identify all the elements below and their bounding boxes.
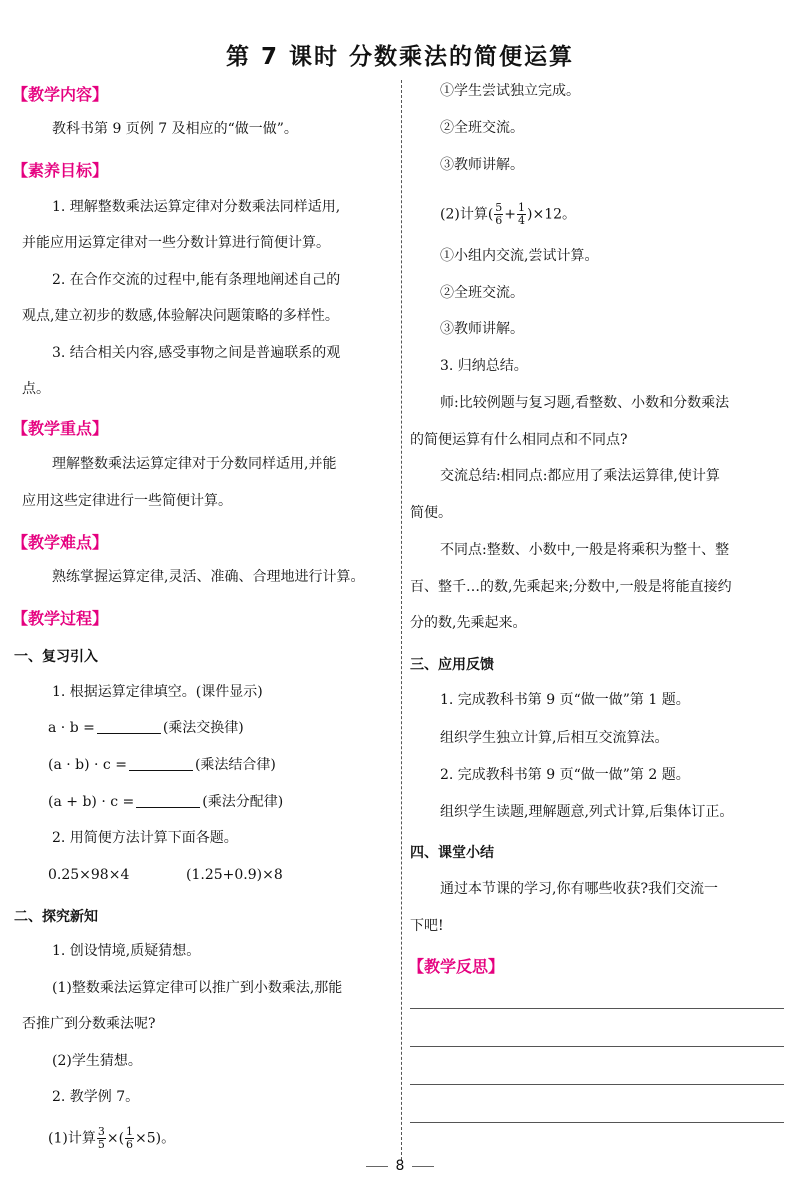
step-line: ②全班交流。 [440, 120, 524, 136]
calc-item: (1.25+0.9)×8 [186, 867, 283, 883]
formula-distributive [48, 793, 283, 811]
fraction [125, 1126, 134, 1151]
writing-line[interactable] [410, 1122, 784, 1123]
heading-summary: 四、课堂小结 [410, 845, 494, 861]
example-text: ×5)。 [135, 1130, 176, 1147]
fraction [494, 202, 503, 227]
heading-explore: 二、探究新知 [14, 909, 98, 925]
section-goals: 【素养目标】 [12, 161, 109, 180]
fraction [97, 1126, 106, 1151]
formula-commutative [48, 719, 244, 737]
denominator: 6 [495, 214, 503, 227]
summary-line: 的简便运算有什么相同点和不同点? [410, 432, 628, 448]
heading-practice: 三、应用反馈 [410, 657, 494, 673]
goals-line: 并能应用运算定律对一些分数计算进行简便计算。 [22, 235, 330, 251]
section-process: 【教学过程】 [12, 609, 109, 628]
step-line: ③教师讲解。 [440, 321, 524, 337]
key-line: 理解整数乘法运算定律对于分数同样适用,并能 [52, 456, 337, 472]
answer-blank[interactable] [129, 756, 193, 771]
numerator: 5 [495, 201, 503, 214]
goals-line: 观点,建立初步的数感,体验解决问题策略的多样性。 [22, 308, 339, 324]
writing-line[interactable] [410, 1008, 784, 1009]
formula-text: (a · b) · c = [48, 757, 127, 773]
content-text: 教科书第 9 页例 7 及相应的“做一做”。 [52, 121, 298, 137]
answer-blank[interactable] [136, 793, 200, 808]
review-instruction: 1. 根据运算定律填空。(课件显示) [52, 684, 263, 700]
page-number [0, 1158, 800, 1174]
explore-line: 否推广到分数乘法呢? [22, 1016, 156, 1032]
summary-text: 下吧! [410, 918, 444, 934]
summary-line: 分的数,先乘起来。 [410, 615, 527, 631]
section-difficult-points: 【教学难点】 [12, 533, 109, 552]
goals-line: 3. 结合相关内容,感受事物之间是普遍联系的观 [52, 345, 341, 361]
dash-decoration [412, 1166, 434, 1167]
summary-line: 不同点:整数、小数中,一般是将乘积为整十、整 [440, 542, 730, 558]
example-1 [48, 1126, 175, 1151]
formula-text: a · b = [48, 720, 95, 736]
section-key-points: 【教学重点】 [12, 419, 109, 438]
section-teaching-content: 【教学内容】 [12, 85, 109, 104]
formula-associative [48, 756, 276, 774]
practice-line: 2. 完成教科书第 9 页“做一做”第 2 题。 [440, 767, 690, 783]
review-instruction: 2. 用简便方法计算下面各题。 [52, 830, 238, 846]
formula-text: (a + b) · c = [48, 794, 135, 810]
formula-law: (乘法结合律) [194, 757, 276, 773]
goals-line: 1. 理解整数乘法运算定律对分数乘法同样适用, [52, 199, 341, 215]
formula-law: (乘法交换律) [162, 720, 244, 736]
summary-text: 通过本节课的学习,你有哪些收获?我们交流一 [440, 881, 718, 897]
step-line: ①小组内交流,尝试计算。 [440, 248, 599, 264]
example-text: )×12。 [527, 206, 577, 223]
explore-line: (2)学生猜想。 [52, 1053, 142, 1069]
key-line: 应用这些定律进行一些简便计算。 [22, 493, 232, 509]
numerator: 1 [518, 201, 526, 214]
summary-line: 简便。 [410, 505, 452, 521]
dash-decoration [366, 1166, 388, 1167]
numerator: 3 [97, 1125, 105, 1138]
step-line: ③教师讲解。 [440, 157, 524, 173]
example-text: (1)计算 [48, 1130, 96, 1147]
goals-line: 2. 在合作交流的过程中,能有条理地阐述自己的 [52, 272, 341, 288]
example-2 [440, 202, 576, 227]
heading-review: 一、复习引入 [14, 649, 98, 665]
page-number-text: 8 [395, 1158, 405, 1174]
answer-blank[interactable] [97, 719, 161, 734]
numerator: 1 [126, 1125, 134, 1138]
explore-line: 2. 教学例 7。 [52, 1089, 140, 1105]
plus-sign: + [504, 206, 517, 223]
page-title: 第 7 课时 分数乘法的简便运算 [225, 44, 575, 70]
explore-line: (1)整数乘法运算定律可以推广到小数乘法,那能 [52, 980, 343, 996]
example-text: (2)计算( [440, 206, 494, 223]
difficult-text: 熟练掌握运算定律,灵活、准确、合理地进行计算。 [52, 569, 365, 585]
formula-law: (乘法分配律) [202, 794, 284, 810]
example-text: ×( [106, 1130, 125, 1147]
summary-line: 百、整千…的数,先乘起来;分数中,一般是将能直接约 [410, 579, 732, 595]
column-divider [401, 80, 402, 1160]
practice-line: 1. 完成教科书第 9 页“做一做”第 1 题。 [440, 692, 690, 708]
denominator: 6 [126, 1138, 134, 1151]
explore-line: 1. 创设情境,质疑猜想。 [52, 943, 201, 959]
step-line: 3. 归纳总结。 [440, 358, 528, 374]
fraction [517, 202, 526, 227]
writing-line[interactable] [410, 1046, 784, 1047]
section-reflection: 【教学反思】 [408, 957, 505, 976]
writing-line[interactable] [410, 1084, 784, 1085]
summary-line: 交流总结:相同点:都应用了乘法运算律,使计算 [440, 468, 720, 484]
step-line: ②全班交流。 [440, 285, 524, 301]
calc-item: 0.25×98×4 [48, 867, 130, 883]
goals-line: 点。 [22, 381, 50, 397]
summary-line: 师:比较例题与复习题,看整数、小数和分数乘法 [440, 395, 730, 411]
denominator: 5 [97, 1138, 105, 1151]
step-line: ①学生尝试独立完成。 [440, 83, 580, 99]
denominator: 4 [518, 214, 526, 227]
practice-line: 组织学生独立计算,后相互交流算法。 [440, 730, 669, 746]
practice-line: 组织学生读题,理解题意,列式计算,后集体订正。 [440, 804, 734, 820]
